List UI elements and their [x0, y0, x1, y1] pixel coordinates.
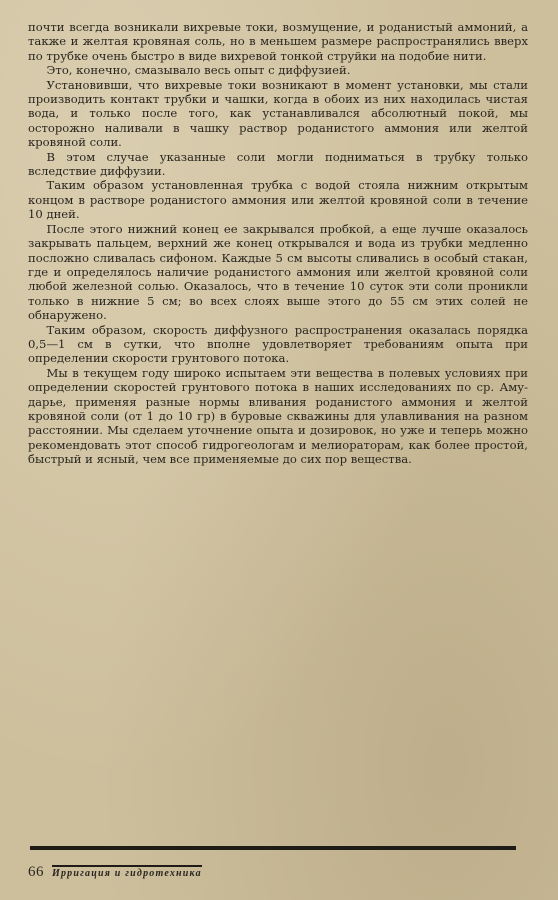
paragraph: После этого нижний конец ее закрывался пробкой, а еще лучше оказалось закрывать пальцем, верхний же конец открывался и вода из трубки медленно посложно сливалась сифоном. Каждые 5 см высоты сливались в особый стакан, где и определялось наличие роданистого аммония или желтой кровяной соли любой железной солью. Оказалось, что в течение 10 суток эти соли проникли только в нижние 5 см; во всех слоях выше этого до 55 см этих солей не обнаружено. — [28, 221, 528, 323]
divider — [30, 846, 516, 850]
page-number: 66 — [28, 864, 44, 880]
paragraph: Таким образом, скорость диффузного распространения оказалась порядка 0,5—1 см в сутки, что вполне удовлетворяет требованиям опыта при определении скорости грунтового потока. — [28, 322, 528, 366]
paragraph: почти всегда возникали вихревые токи, возмущение, и роданистый аммоний, а также и желтая кровяная соль, но в меньшем размере распространялись вверх по трубке очень быстро в виде вихревой тонкой струйки на подобие нити. — [28, 20, 528, 63]
paragraph: В этом случае указанные соли могли подниматься в трубку только вследствие диффузии. — [28, 149, 528, 179]
footer-rule — [28, 846, 516, 850]
paragraph: Установивши, что вихревые токи возникают в момент установки, мы стали производить контакт трубки и чашки, когда в обоих из них находилась чистая вода, и только после того, как устанавливался абсолютный покой, мы осторожно наливали в чашку раствор роданистого аммония или желтой кровяной соли. — [28, 77, 528, 150]
document-page — [28, 20, 528, 880]
running-title: Ирригация и гидротехника — [52, 865, 202, 879]
page-footer — [28, 864, 528, 881]
body-text — [28, 20, 528, 467]
paragraph: Это, конечно, смазывало весь опыт с диффузией. — [46, 63, 351, 78]
paragraph: Таким образом установленная трубка с водой стояла нижним открытым концом в растворе роданистого аммония или желтой кровяной соли в течение 10 дней. — [28, 178, 528, 222]
paragraph: Мы в текущем году широко испытаем эти вещества в полевых условиях при определении скоростей грунтового потока в наших исследованиях по ср. Аму-дарье, применяя разные нормы вливания роданистого аммония и желтой кровяной соли (от 1 до 10 гр) в буровые скважины для улавливания на разном расстоянии. Мы сделаем уточнение опыта и дозировок, но уже и теперь можно рекомендовать этот способ гидрогеологам и мелиораторам, как более простой, быстрый и ясный, чем все применяемые до сих пор вещества. — [28, 365, 528, 467]
